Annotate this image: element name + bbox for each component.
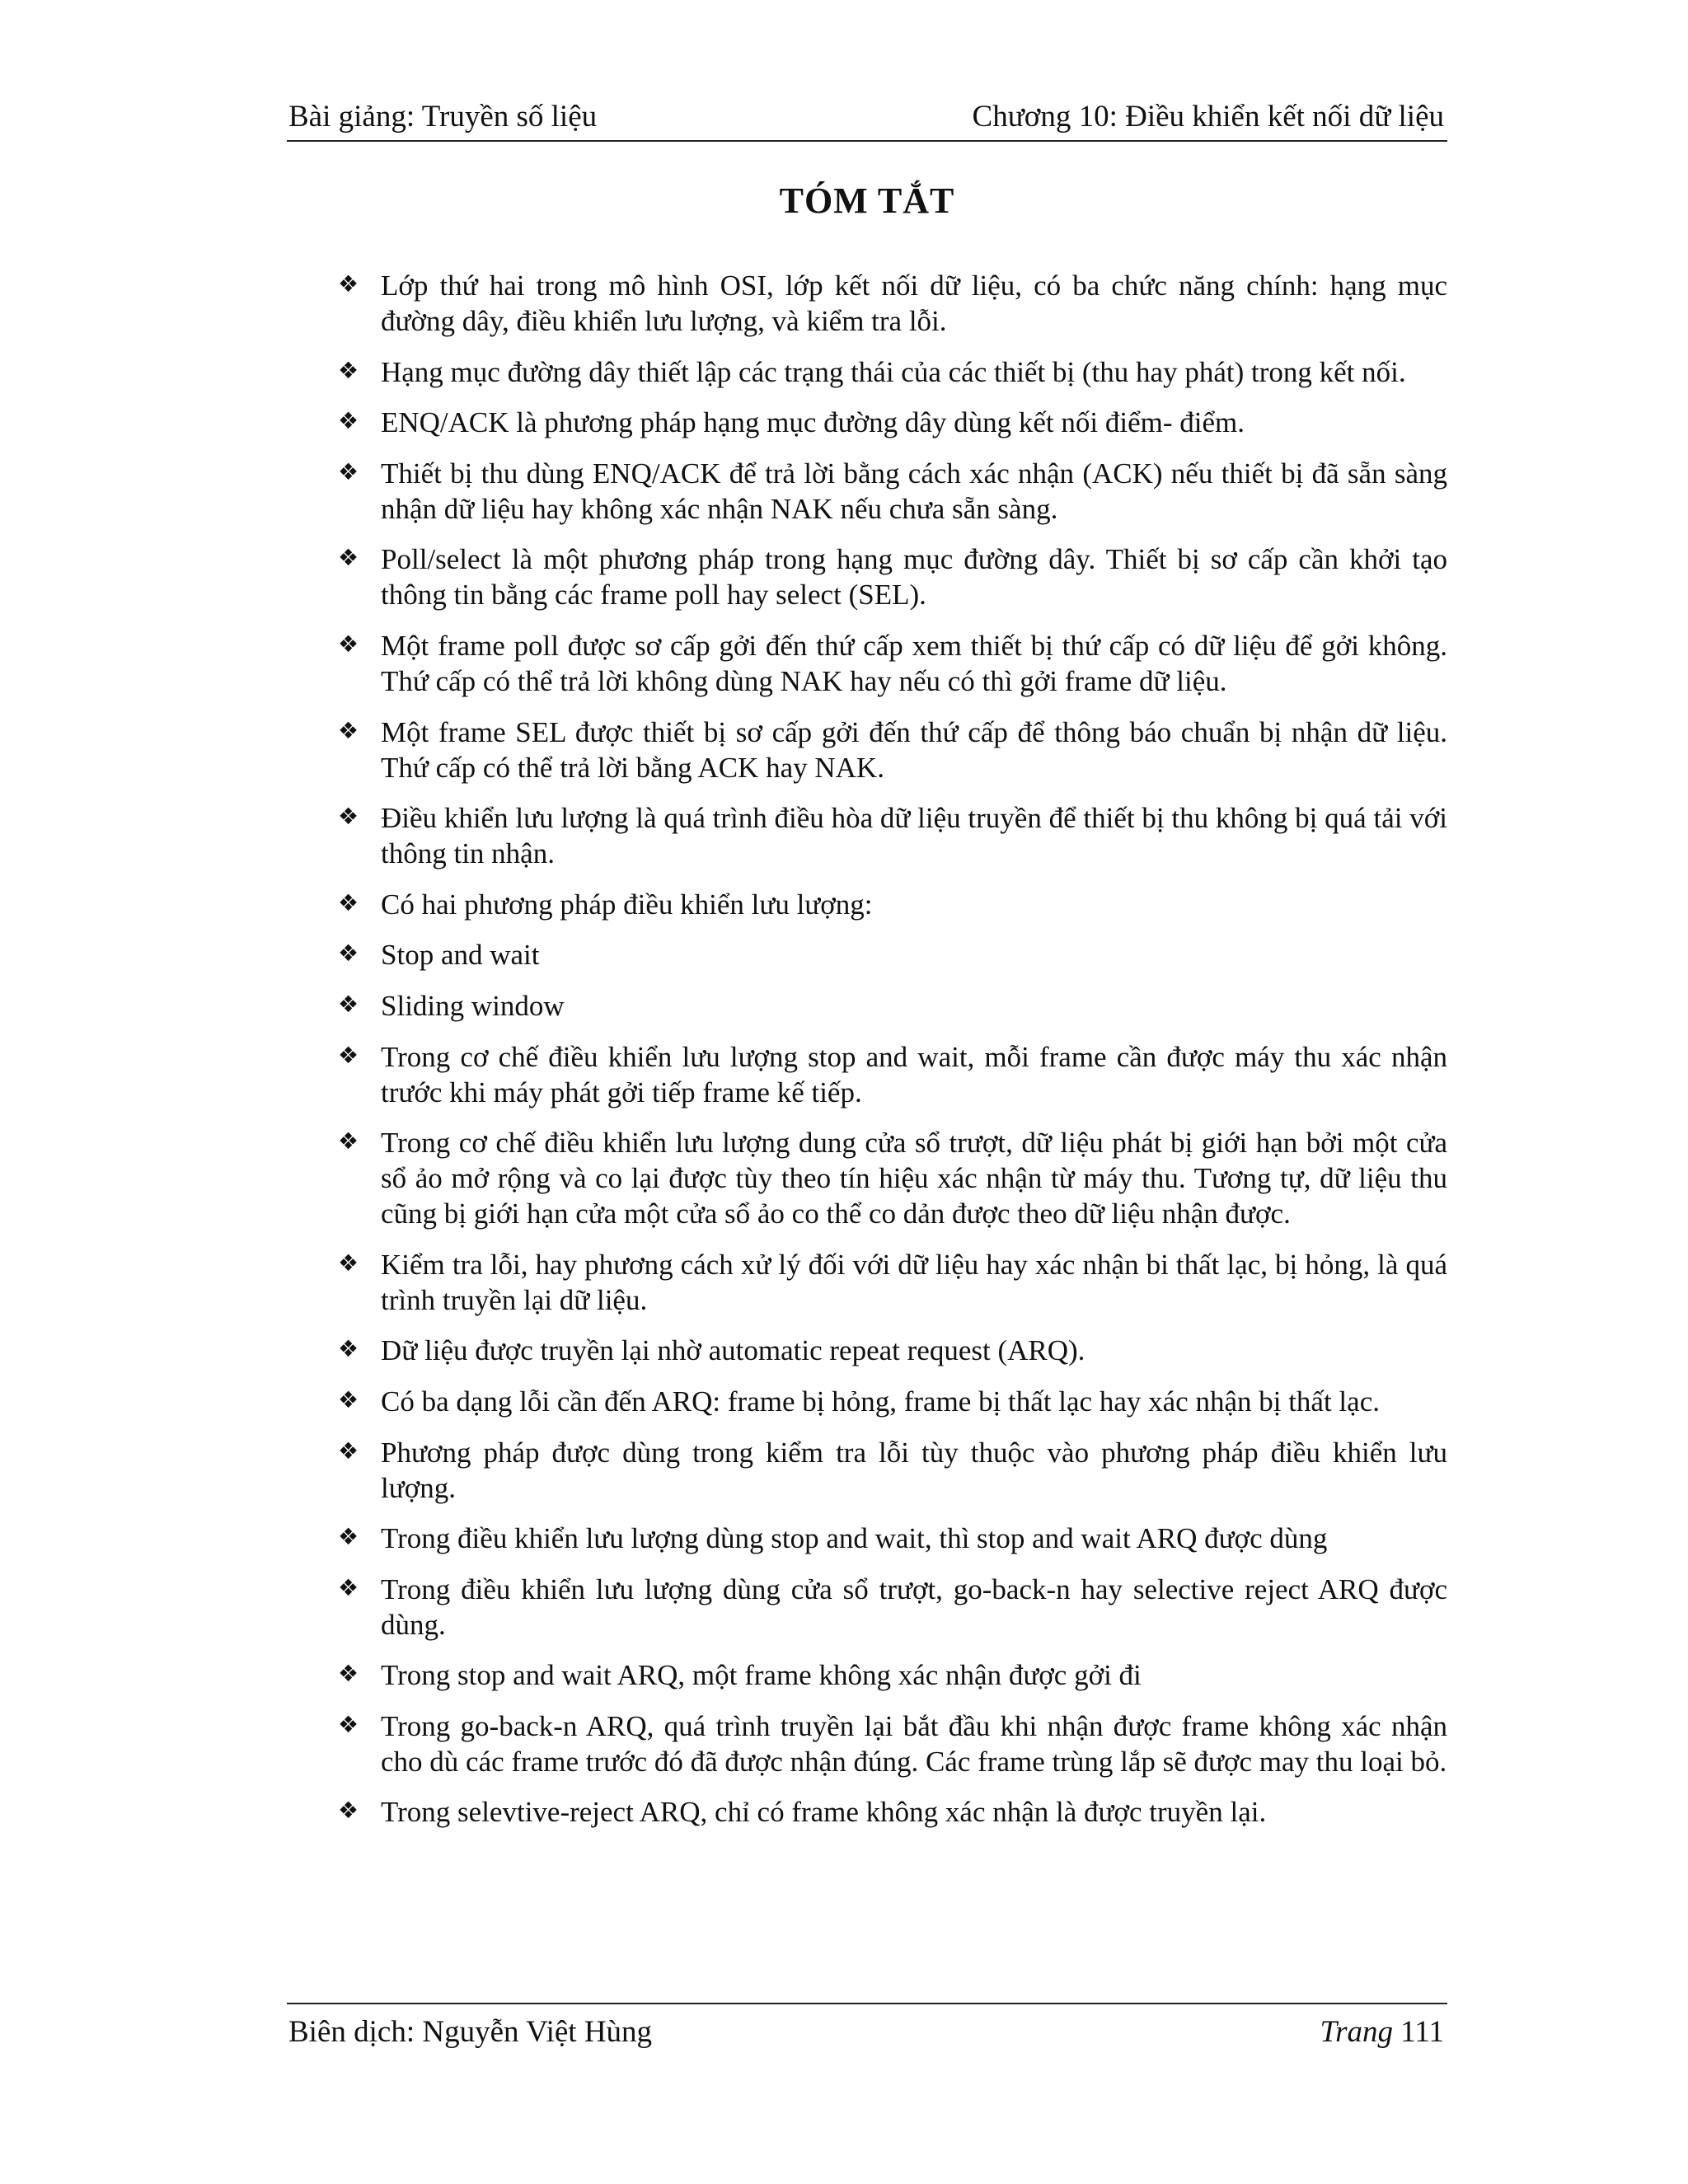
list-item-text: Trong selevtive-reject ARQ, chỉ có frame không xác nhận là được truyền lại. (381, 1796, 1267, 1829)
list-item (338, 1657, 1447, 1693)
list-item (338, 268, 1447, 339)
list-item (338, 541, 1447, 612)
list-item (338, 1708, 1447, 1779)
list-item-text: Một frame SEL được thiết bị sơ cấp gởi đến thứ cấp để thông báo chuẩn bị nhận dữ liệu. Thứ cấp có thể trả lời bằng ACK hay NAK. (381, 715, 1447, 784)
list-item (338, 1247, 1447, 1318)
translator-credit: Biên dịch: Nguyễn Việt Hùng (288, 2015, 653, 2049)
diamond-bullet-icon: ❖ (338, 407, 359, 435)
diamond-bullet-icon: ❖ (338, 1660, 359, 1688)
diamond-bullet-icon: ❖ (338, 716, 359, 744)
list-item-text: Một frame poll được sơ cấp gởi đến thứ cấp xem thiết bị thứ cấp có dữ liệu để gởi không. Thứ cấp có thể trả lời không dùng NAK hay nếu có thì gởi frame dữ liệu. (381, 629, 1447, 697)
list-item (338, 1125, 1447, 1231)
page-number-value: 111 (1400, 2015, 1444, 2049)
diamond-bullet-icon: ❖ (338, 1523, 359, 1551)
list-item-text: Điều khiển lưu lượng là quá trình điều hòa dữ liệu truyền để thiết bị thu không bị quá tải với thông tin nhận. (381, 802, 1447, 870)
list-item (338, 887, 1447, 922)
list-item (338, 1039, 1447, 1110)
course-title: Bài giảng: Truyền số liệu (288, 100, 598, 134)
list-item-text: Poll/select là một phương pháp trong hạng mục đường dây. Thiết bị sơ cấp cần khởi tạo thông tin bằng các frame poll hay select (SEL). (381, 543, 1447, 612)
list-item-text: Trong go-back-n ARQ, quá trình truyền lại bắt đầu khi nhận được frame không xác nhận cho dù các frame trước đó đã được nhận đúng. Các frame trùng lắp sẽ được may thu loại bỏ. (381, 1709, 1447, 1778)
diamond-bullet-icon: ❖ (338, 356, 359, 384)
list-item-text: Trong stop and wait ARQ, một frame không xác nhận được gởi đi (381, 1659, 1142, 1692)
page-footer (287, 2003, 1447, 2054)
list-item (338, 1435, 1447, 1506)
list-item (338, 1333, 1447, 1368)
list-item-text: Thiết bị thu dùng ENQ/ACK để trả lời bằng cách xác nhận (ACK) nếu thiết bị đã sẵn sàng nhận dữ liệu hay không xác nhận NAK nếu chưa sẵn sàng. (381, 457, 1447, 525)
diamond-bullet-icon: ❖ (338, 457, 359, 485)
diamond-bullet-icon: ❖ (338, 544, 359, 572)
list-item (338, 354, 1447, 390)
list-item-text: Phương pháp được dùng trong kiểm tra lỗi tùy thuộc vào phương pháp điều khiển lưu lượng. (381, 1436, 1447, 1504)
page-header (287, 101, 1447, 142)
list-item (338, 628, 1447, 699)
list-item (338, 715, 1447, 785)
diamond-bullet-icon: ❖ (338, 1436, 359, 1465)
list-item (338, 1521, 1447, 1556)
list-item (338, 1794, 1447, 1830)
chapter-title: Chương 10: Điều khiển kết nối dữ liệu (972, 100, 1444, 134)
list-item-text: Trong cơ chế điều khiển lưu lượng stop and wait, mỗi frame cần được máy thu xác nhận trước khi máy phát gởi tiếp frame kế tiếp. (381, 1040, 1447, 1108)
page-number (1320, 2014, 1444, 2050)
list-item (338, 988, 1447, 1024)
list-item-text: Dữ liệu được truyền lại nhờ automatic repeat request (ARQ). (381, 1334, 1085, 1367)
diamond-bullet-icon: ❖ (338, 1385, 359, 1413)
list-item-text: Trong điều khiển lưu lượng dùng stop and wait, thì stop and wait ARQ được dùng (381, 1522, 1328, 1555)
list-item-text: Có hai phương pháp điều khiển lưu lượng: (381, 888, 873, 921)
list-item-text: Trong điều khiển lưu lượng dùng cửa sổ trượt, go-back-n hay selective reject ARQ được dùng. (381, 1572, 1447, 1641)
list-item (338, 800, 1447, 871)
diamond-bullet-icon: ❖ (338, 990, 359, 1018)
summary-list (338, 268, 1447, 1845)
diamond-bullet-icon: ❖ (338, 940, 359, 968)
diamond-bullet-icon: ❖ (338, 1710, 359, 1738)
list-item-text: Trong cơ chế điều khiển lưu lượng dung cửa sổ trượt, dữ liệu phát bị giới hạn bởi một cửa sổ ảo mở rộng và co lại được tùy theo tín hiệu xác nhận từ máy thu. Tương tự, dữ liệu thu cũng bị giới hạn cửa một cửa sổ ảo co thể co dản được theo dữ liệu nhận được. (381, 1127, 1447, 1230)
diamond-bullet-icon: ❖ (338, 803, 359, 831)
diamond-bullet-icon: ❖ (338, 1573, 359, 1601)
page-label: Trang (1320, 2015, 1393, 2049)
list-item (338, 1572, 1447, 1643)
list-item-text: Lớp thứ hai trong mô hình OSI, lớp kết nối dữ liệu, có ba chức năng chính: hạng mục đường dây, điều khiển lưu lượng, và kiểm tra lỗi. (381, 269, 1447, 337)
section-title: TÓM TẮT (779, 180, 955, 221)
list-item-text: ENQ/ACK là phương pháp hạng mục đường dây dùng kết nối điểm- điểm. (381, 406, 1245, 439)
list-item-text: Stop and wait (381, 939, 540, 972)
diamond-bullet-icon: ❖ (338, 270, 359, 298)
diamond-bullet-icon: ❖ (338, 1127, 359, 1155)
list-item (338, 456, 1447, 527)
diamond-bullet-icon: ❖ (338, 1041, 359, 1069)
list-item (338, 405, 1447, 440)
list-item-text: Sliding window (381, 989, 565, 1022)
diamond-bullet-icon: ❖ (338, 1249, 359, 1277)
list-item (338, 937, 1447, 972)
diamond-bullet-icon: ❖ (338, 630, 359, 658)
list-item-text: Có ba dạng lỗi cần đến ARQ: frame bị hỏng, frame bị thất lạc hay xác nhận bị thất lạc. (381, 1385, 1380, 1418)
diamond-bullet-icon: ❖ (338, 1335, 359, 1363)
list-item-text: Kiểm tra lỗi, hay phương cách xử lý đối với dữ liệu hay xác nhận bi thất lạc, bị hỏng, là quá trình truyền lại dữ liệu. (381, 1248, 1447, 1316)
diamond-bullet-icon: ❖ (338, 888, 359, 916)
list-item (338, 1384, 1447, 1419)
diamond-bullet-icon: ❖ (338, 1797, 359, 1825)
list-item-text: Hạng mục đường dây thiết lập các trạng thái của các thiết bị (thu hay phát) trong kết nối. (381, 355, 1406, 388)
